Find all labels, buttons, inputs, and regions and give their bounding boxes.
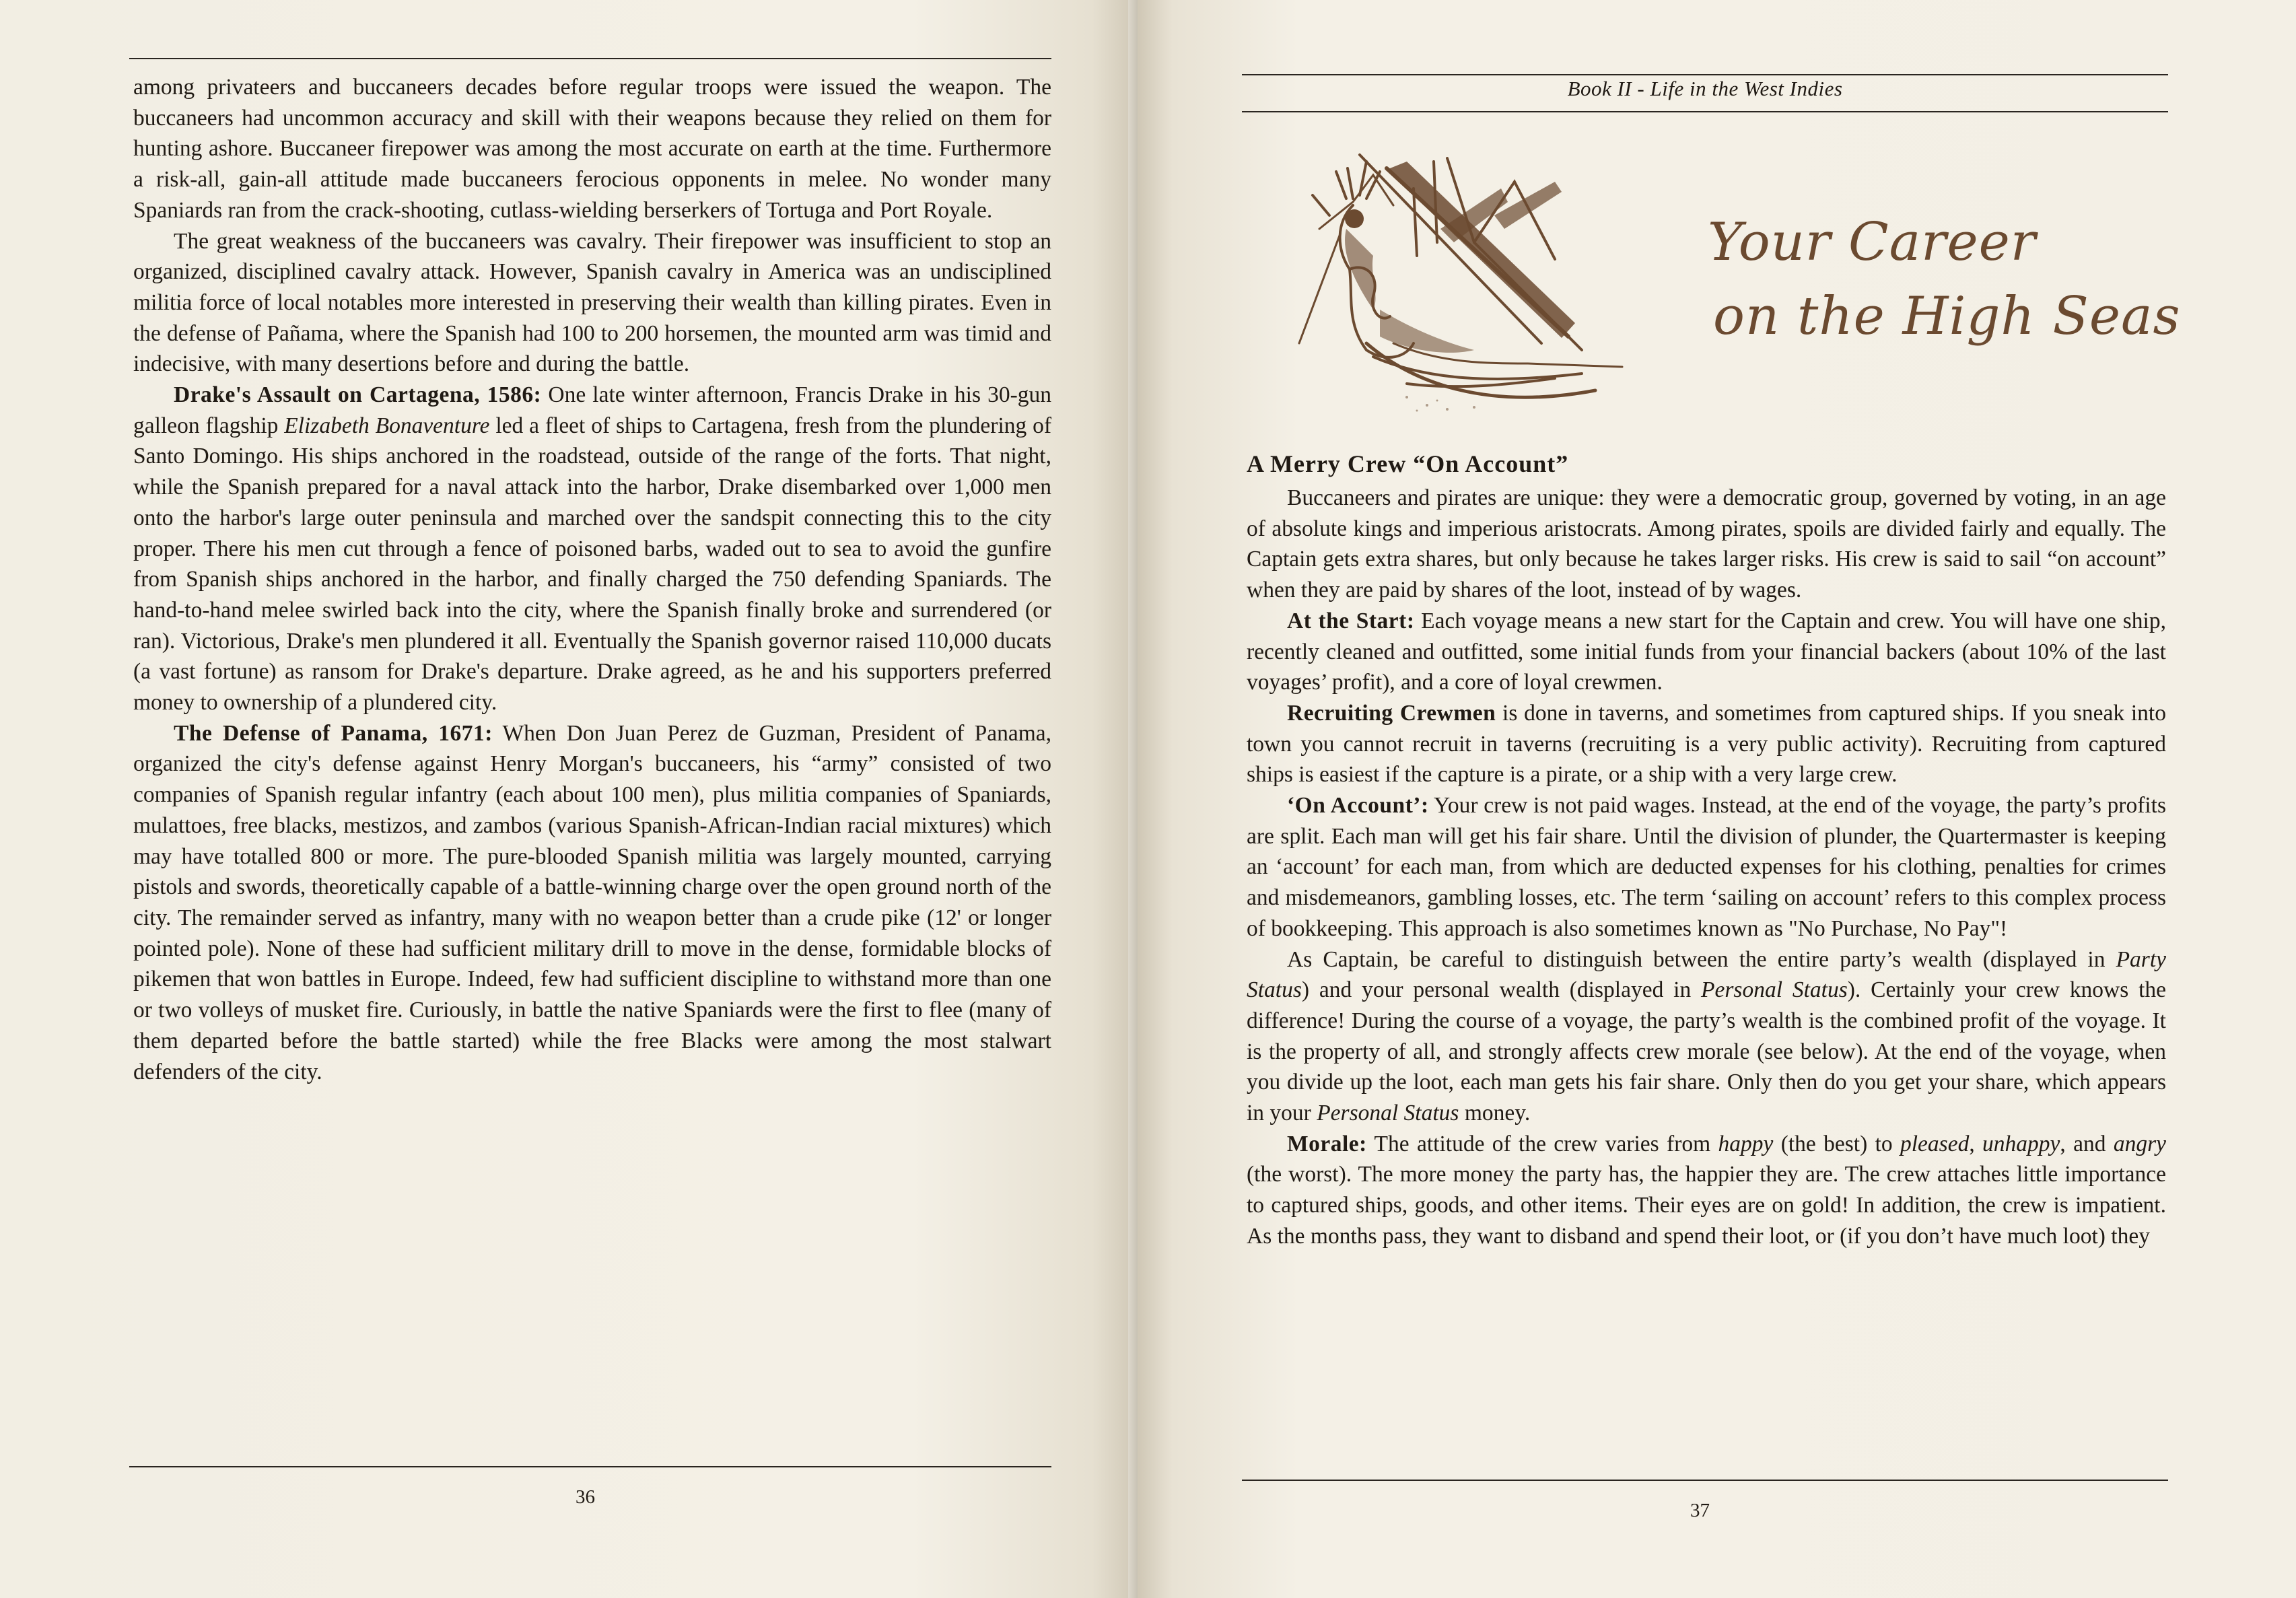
ship-figurehead-illustration xyxy=(1272,141,1649,438)
emphasis: unhappy xyxy=(1982,1131,2060,1156)
paragraph xyxy=(1247,698,2166,790)
paragraph: Buccaneers and pirates are unique: they were a democratic group, governed by voting, in an age of absolute kings and imperious aristocrats. Among pirates, spoils are divided fairly and equally. The Captain gets extra shares, but only because he takes larger risks. His crew is said to sail “on account” when they are paid by shares of the loot, instead of by wages. xyxy=(1247,485,2166,603)
left-body-text xyxy=(133,72,1051,1087)
paragraph-text: One late winter afternoon, Francis Drake in his 30-gun galleon flagship xyxy=(133,382,1051,438)
top-rule xyxy=(129,58,1051,59)
paragraph-lead-heading: At the Start: xyxy=(1287,608,1415,633)
paragraph xyxy=(1247,1129,2166,1252)
chapter-title-line-2: on the High Seas xyxy=(1713,286,2181,347)
emphasis: Personal Status xyxy=(1701,977,1848,1003)
paragraph-text: led a fleet of ships to Cartagena, fresh from the plundering of Santo Domingo. His ships anchored in the roadstead, outside of the range of the forts. That night, while the Spanish prepared for a naval attack into the harbor, Drake disembarked over 1,000 men onto the harbor's large outer peninsula and marched over the sandspit connecting this to the city proper. There his men cut through a fence of poisoned barbs, waded out to sea to avoid the gunfire from Spanish ships anchored in the harbor, and finally charged the 750 defending Spaniards. The hand-to-hand melee swirled back into the city, where the Spanish finally broke and surrendered (or ran). Victorious, Drake's men plundered it all. Eventually the Spanish governor raised 110,000 ducats (a vast fortune) as ransom for Drake's departure. Drake agreed, as he and his supporters preferred money to ownership of a plundered city. xyxy=(133,413,1051,716)
paragraph-text: ). Certainly your crew knows the difference! During the course of a voyage, the party’s wealth is the combined profit of the voyage. It is the property of all, and strongly affects crew morale (see below). At the end of the voyage, when you divide up the loot, each man gets his fair share. Only then do you get your share, which appears in your xyxy=(1247,977,2166,1126)
emphasis: Personal Status xyxy=(1317,1101,1459,1126)
paragraph-text: ) and your personal wealth (displayed in xyxy=(1301,977,1702,1003)
paragraph-text: is done in taverns, and sometimes from captured ships. If you sneak into town you cannot recruit in taverns (recruiting is a very public activity). Recruiting from captured ships is easiest if the capture is a pirate, or a ship with a very large crew. xyxy=(1247,700,2166,788)
page-gutter-shadow xyxy=(1128,0,1138,1598)
emphasis: angry xyxy=(2113,1131,2166,1156)
right-page xyxy=(1138,0,2296,1598)
paragraph-text: As Captain, be careful to distinguish between the entire party’s wealth (displayed in xyxy=(1287,946,2116,972)
paragraph xyxy=(1247,944,2166,1129)
paragraph xyxy=(1247,790,2166,944)
page-number: 36 xyxy=(576,1486,595,1508)
left-page xyxy=(0,0,1138,1598)
paragraph: among privateers and buccaneers decades before regular troops were issued the weapon. The buccaneers had uncommon accuracy and skill with their weapons because they relied on them for hunting ashore. Buccaneer firepower was among the most accurate on earth at the time. Furthermore a risk-all, gain-all attitude made buccaneers ferocious opponents in melee. No wonder many Spaniards ran from the crack-shooting, cutlass-wielding berserkers of Tortuga and Port Royale. xyxy=(133,75,1051,223)
paragraph-text: , and xyxy=(2060,1131,2114,1156)
running-head: Book II - Life in the West Indies xyxy=(1567,77,1843,100)
paragraph: The great weakness of the buccaneers was cavalry. Their firepower was insufficient to stop an organized, disciplined cavalry attack. However, Spanish cavalry in America was an undisciplined militia force of local notables more interested in preserving their wealth than killing pirates. Even in the defense of Pañama, where the Spanish had 100 to 200 horsemen, the mounted arm was timid and indecisive, with many desertions before and during the battle. xyxy=(133,228,1051,377)
paragraph-text: , xyxy=(1969,1131,1983,1156)
paragraph-text: (the best) to xyxy=(1773,1131,1900,1156)
paragraph xyxy=(133,718,1051,1087)
ship-name: Elizabeth Bonaventure xyxy=(284,413,490,438)
right-body-text xyxy=(1247,483,2166,1252)
bottom-rule xyxy=(129,1466,1051,1467)
emphasis: happy xyxy=(1718,1131,1774,1156)
paragraph-lead-heading: ‘On Account’: xyxy=(1287,793,1429,819)
paragraph-text: (the worst). The more money the party has, the happier they are. The crew attaches little importance to captured ships, goods, and other items. Their eyes are on gold! In addition, the crew is impatient. As the months pass, they want to disband and spend their loot, or (if you don’t have much loot) they xyxy=(1247,1162,2166,1249)
bottom-rule xyxy=(1242,1480,2168,1481)
emphasis: pleased xyxy=(1900,1131,1970,1156)
paragraph-text: When Don Juan Perez de Guzman, President of Panama, organized the city's defense against Henry Morgan's buccaneers, his “army” consisted of two companies of Spanish regular infantry (each about 100 men), plus militia companies of Spaniards, mulattoes, free blacks, mestizos, and zambos (various Spanish-African-Indian racial mixtures) which may have totalled 800 or more. The pure-blooded Spanish militia was largely mounted, carrying pistols and swords, theoretically capable of a battle-winning charge over the open ground north of the city. The remainder served as infantry, many with no weapon better than a crude pike (12' or longer pointed pole). None of these had sufficient military drill to move in the dense, formidable blocks of pikemen that won battles in Europe. Indeed, few had sufficient discipline to withstand more than one or two volleys of musket fire. Curiously, in battle the native Spaniards were the first to flee (many of them departed before the battle started) while the free Blacks were among the most stalwart defenders of the city. xyxy=(133,720,1052,1084)
top-rule xyxy=(1242,74,2168,75)
emphasis: Party Status xyxy=(1247,946,2166,1003)
paragraph-lead-heading: Drake's Assault on Cartagena, 1586: xyxy=(174,382,542,408)
paragraph-text: Your crew is not paid wages. Instead, at the end of the voyage, the party’s profits are split. Each man will get his fair share. Until the division of plunder, the Quartermaster is keeping an ‘account’ for each man, from which are deducted expenses for his clothing, penalties for crimes and misdemeanors, gambling losses, etc. The term ‘sailing on account’ refers to this complex process of bookkeeping. This approach is also sometimes known as "No Purchase, No Pay"! xyxy=(1247,793,2167,941)
paragraph xyxy=(133,380,1051,718)
page-number: 37 xyxy=(1690,1500,1710,1521)
paragraph xyxy=(1247,606,2166,698)
section-heading: A Merry Crew “On Account” xyxy=(1247,450,1569,477)
paragraph-text: money. xyxy=(1459,1101,1531,1126)
paragraph-text: The attitude of the crew varies from xyxy=(1366,1131,1718,1156)
paragraph-lead-heading: Morale: xyxy=(1287,1131,1367,1156)
head-underline xyxy=(1242,111,2168,112)
paragraph-text: Each voyage means a new start for the Captain and crew. You will have one ship, recently cleaned and outfitted, some initial funds from your financial backers (about 10% of the last voyages’ profit), and a core of loyal crewmen. xyxy=(1247,608,2166,695)
chapter-title-line-1: Your Career xyxy=(1708,212,2037,273)
paragraph-lead-heading: The Defense of Panama, 1671: xyxy=(174,720,493,746)
paragraph-lead-heading: Recruiting Crewmen xyxy=(1287,700,1496,726)
